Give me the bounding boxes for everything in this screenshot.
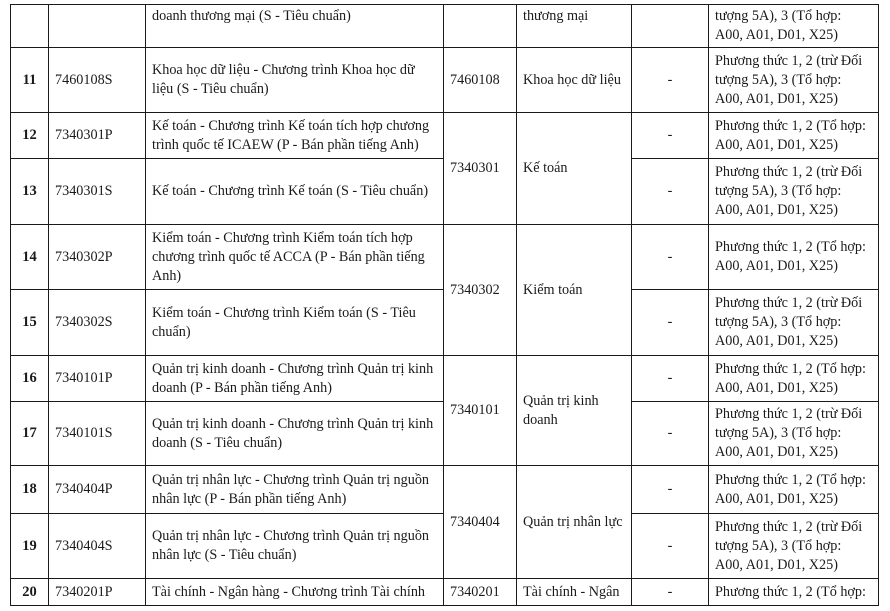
program-name-cell: Kế toán - Chương trình Kế toán (S - Tiêu chuẩn) — [146, 159, 444, 225]
program-code-cell: 7340404S — [49, 514, 146, 579]
major-code-cell: 7340301 — [444, 113, 517, 225]
admission-method-cell: Phương thức 1, 2 (trừ Đối tượng 5A), 3 (Tổ hợp: A00, A01, D01, X25) — [709, 48, 879, 113]
program-code-cell: 7340302P — [49, 225, 146, 290]
table-row — [11, 356, 879, 402]
program-code-cell: 7340101S — [49, 402, 146, 466]
other-cell: - — [632, 290, 709, 356]
stt-cell: 20 — [11, 579, 49, 606]
admission-method-cell: Phương thức 1, 2 (Tổ hợp: A00, A01, D01, X25) — [709, 225, 879, 290]
major-name-cell: Tài chính - Ngân — [517, 579, 632, 606]
table-row — [11, 225, 879, 290]
program-name-cell: Quản trị kinh doanh - Chương trình Quản trị kinh doanh (S - Tiêu chuẩn) — [146, 402, 444, 466]
program-code-cell: 7340301P — [49, 113, 146, 159]
table-row — [11, 48, 879, 113]
table-row — [11, 466, 879, 514]
major-name-cell: Quản trị kinh doanh — [517, 356, 632, 466]
table-row — [11, 579, 879, 606]
admission-method-cell: Phương thức 1, 2 (trừ Đối tượng 5A), 3 (Tổ hợp: A00, A01, D01, X25) — [709, 514, 879, 579]
major-name-cell: Kiểm toán — [517, 225, 632, 356]
admissions-table — [10, 4, 879, 606]
program-code-cell: 7340301S — [49, 159, 146, 225]
program-code-cell: 7340201P — [49, 579, 146, 606]
program-name-cell: Quản trị kinh doanh - Chương trình Quản trị kinh doanh (P - Bán phần tiếng Anh) — [146, 356, 444, 402]
program-code-cell: 7460108S — [49, 48, 146, 113]
major-code-cell: 7340302 — [444, 225, 517, 356]
stt-cell: 18 — [11, 466, 49, 514]
other-cell: - — [632, 159, 709, 225]
other-cell: - — [632, 466, 709, 514]
stt-cell — [11, 5, 49, 48]
other-cell — [632, 5, 709, 48]
table-row — [11, 113, 879, 159]
stt-cell: 19 — [11, 514, 49, 579]
other-cell: - — [632, 48, 709, 113]
stt-cell: 14 — [11, 225, 49, 290]
program-code-cell — [49, 5, 146, 48]
major-name-cell: Kế toán — [517, 113, 632, 225]
admission-method-cell: Phương thức 1, 2 (trừ Đối tượng 5A), 3 (Tổ hợp: A00, A01, D01, X25) — [709, 159, 879, 225]
program-code-cell: 7340101P — [49, 356, 146, 402]
program-name-cell: Kiểm toán - Chương trình Kiểm toán (S - Tiêu chuẩn) — [146, 290, 444, 356]
stt-cell: 17 — [11, 402, 49, 466]
stt-cell: 12 — [11, 113, 49, 159]
admission-method-cell: Phương thức 1, 2 (Tổ hợp: A00, A01, D01, X25) — [709, 113, 879, 159]
program-name-cell: Quản trị nhân lực - Chương trình Quản trị nguồn nhân lực (S - Tiêu chuẩn) — [146, 514, 444, 579]
major-code-cell: 7340201 — [444, 579, 517, 606]
major-code-cell: 7460108 — [444, 48, 517, 113]
other-cell: - — [632, 225, 709, 290]
program-name-cell: doanh thương mại (S - Tiêu chuẩn) — [146, 5, 444, 48]
program-code-cell: 7340302S — [49, 290, 146, 356]
other-cell: - — [632, 113, 709, 159]
program-code-cell: 7340404P — [49, 466, 146, 514]
program-name-cell: Khoa học dữ liệu - Chương trình Khoa học dữ liệu (S - Tiêu chuẩn) — [146, 48, 444, 113]
major-name-cell: Khoa học dữ liệu — [517, 48, 632, 113]
stt-cell: 16 — [11, 356, 49, 402]
other-cell: - — [632, 514, 709, 579]
admission-method-cell: Phương thức 1, 2 (Tổ hợp: — [709, 579, 879, 606]
program-name-cell: Tài chính - Ngân hàng - Chương trình Tài chính — [146, 579, 444, 606]
other-cell: - — [632, 356, 709, 402]
admission-method-cell: Phương thức 1, 2 (trừ Đối tượng 5A), 3 (Tổ hợp: A00, A01, D01, X25) — [709, 290, 879, 356]
stt-cell: 11 — [11, 48, 49, 113]
program-name-cell: Kiểm toán - Chương trình Kiểm toán tích hợp chương trình quốc tế ACCA (P - Bán phần tiếng Anh) — [146, 225, 444, 290]
major-name-cell: thương mại — [517, 5, 632, 48]
major-code-cell — [444, 5, 517, 48]
stt-cell: 13 — [11, 159, 49, 225]
admission-method-cell: tượng 5A), 3 (Tổ hợp: A00, A01, D01, X25) — [709, 5, 879, 48]
major-name-cell: Quản trị nhân lực — [517, 466, 632, 579]
major-code-cell: 7340101 — [444, 356, 517, 466]
table-row — [11, 5, 879, 48]
major-code-cell: 7340404 — [444, 466, 517, 579]
other-cell: - — [632, 579, 709, 606]
admission-method-cell: Phương thức 1, 2 (Tổ hợp: A00, A01, D01, X25) — [709, 356, 879, 402]
program-name-cell: Quản trị nhân lực - Chương trình Quản trị nguồn nhân lực (P - Bán phần tiếng Anh) — [146, 466, 444, 514]
stt-cell: 15 — [11, 290, 49, 356]
admission-method-cell: Phương thức 1, 2 (trừ Đối tượng 5A), 3 (Tổ hợp: A00, A01, D01, X25) — [709, 402, 879, 466]
program-name-cell: Kế toán - Chương trình Kế toán tích hợp chương trình quốc tế ICAEW (P - Bán phần tiếng Anh) — [146, 113, 444, 159]
admission-method-cell: Phương thức 1, 2 (Tổ hợp: A00, A01, D01, X25) — [709, 466, 879, 514]
other-cell: - — [632, 402, 709, 466]
